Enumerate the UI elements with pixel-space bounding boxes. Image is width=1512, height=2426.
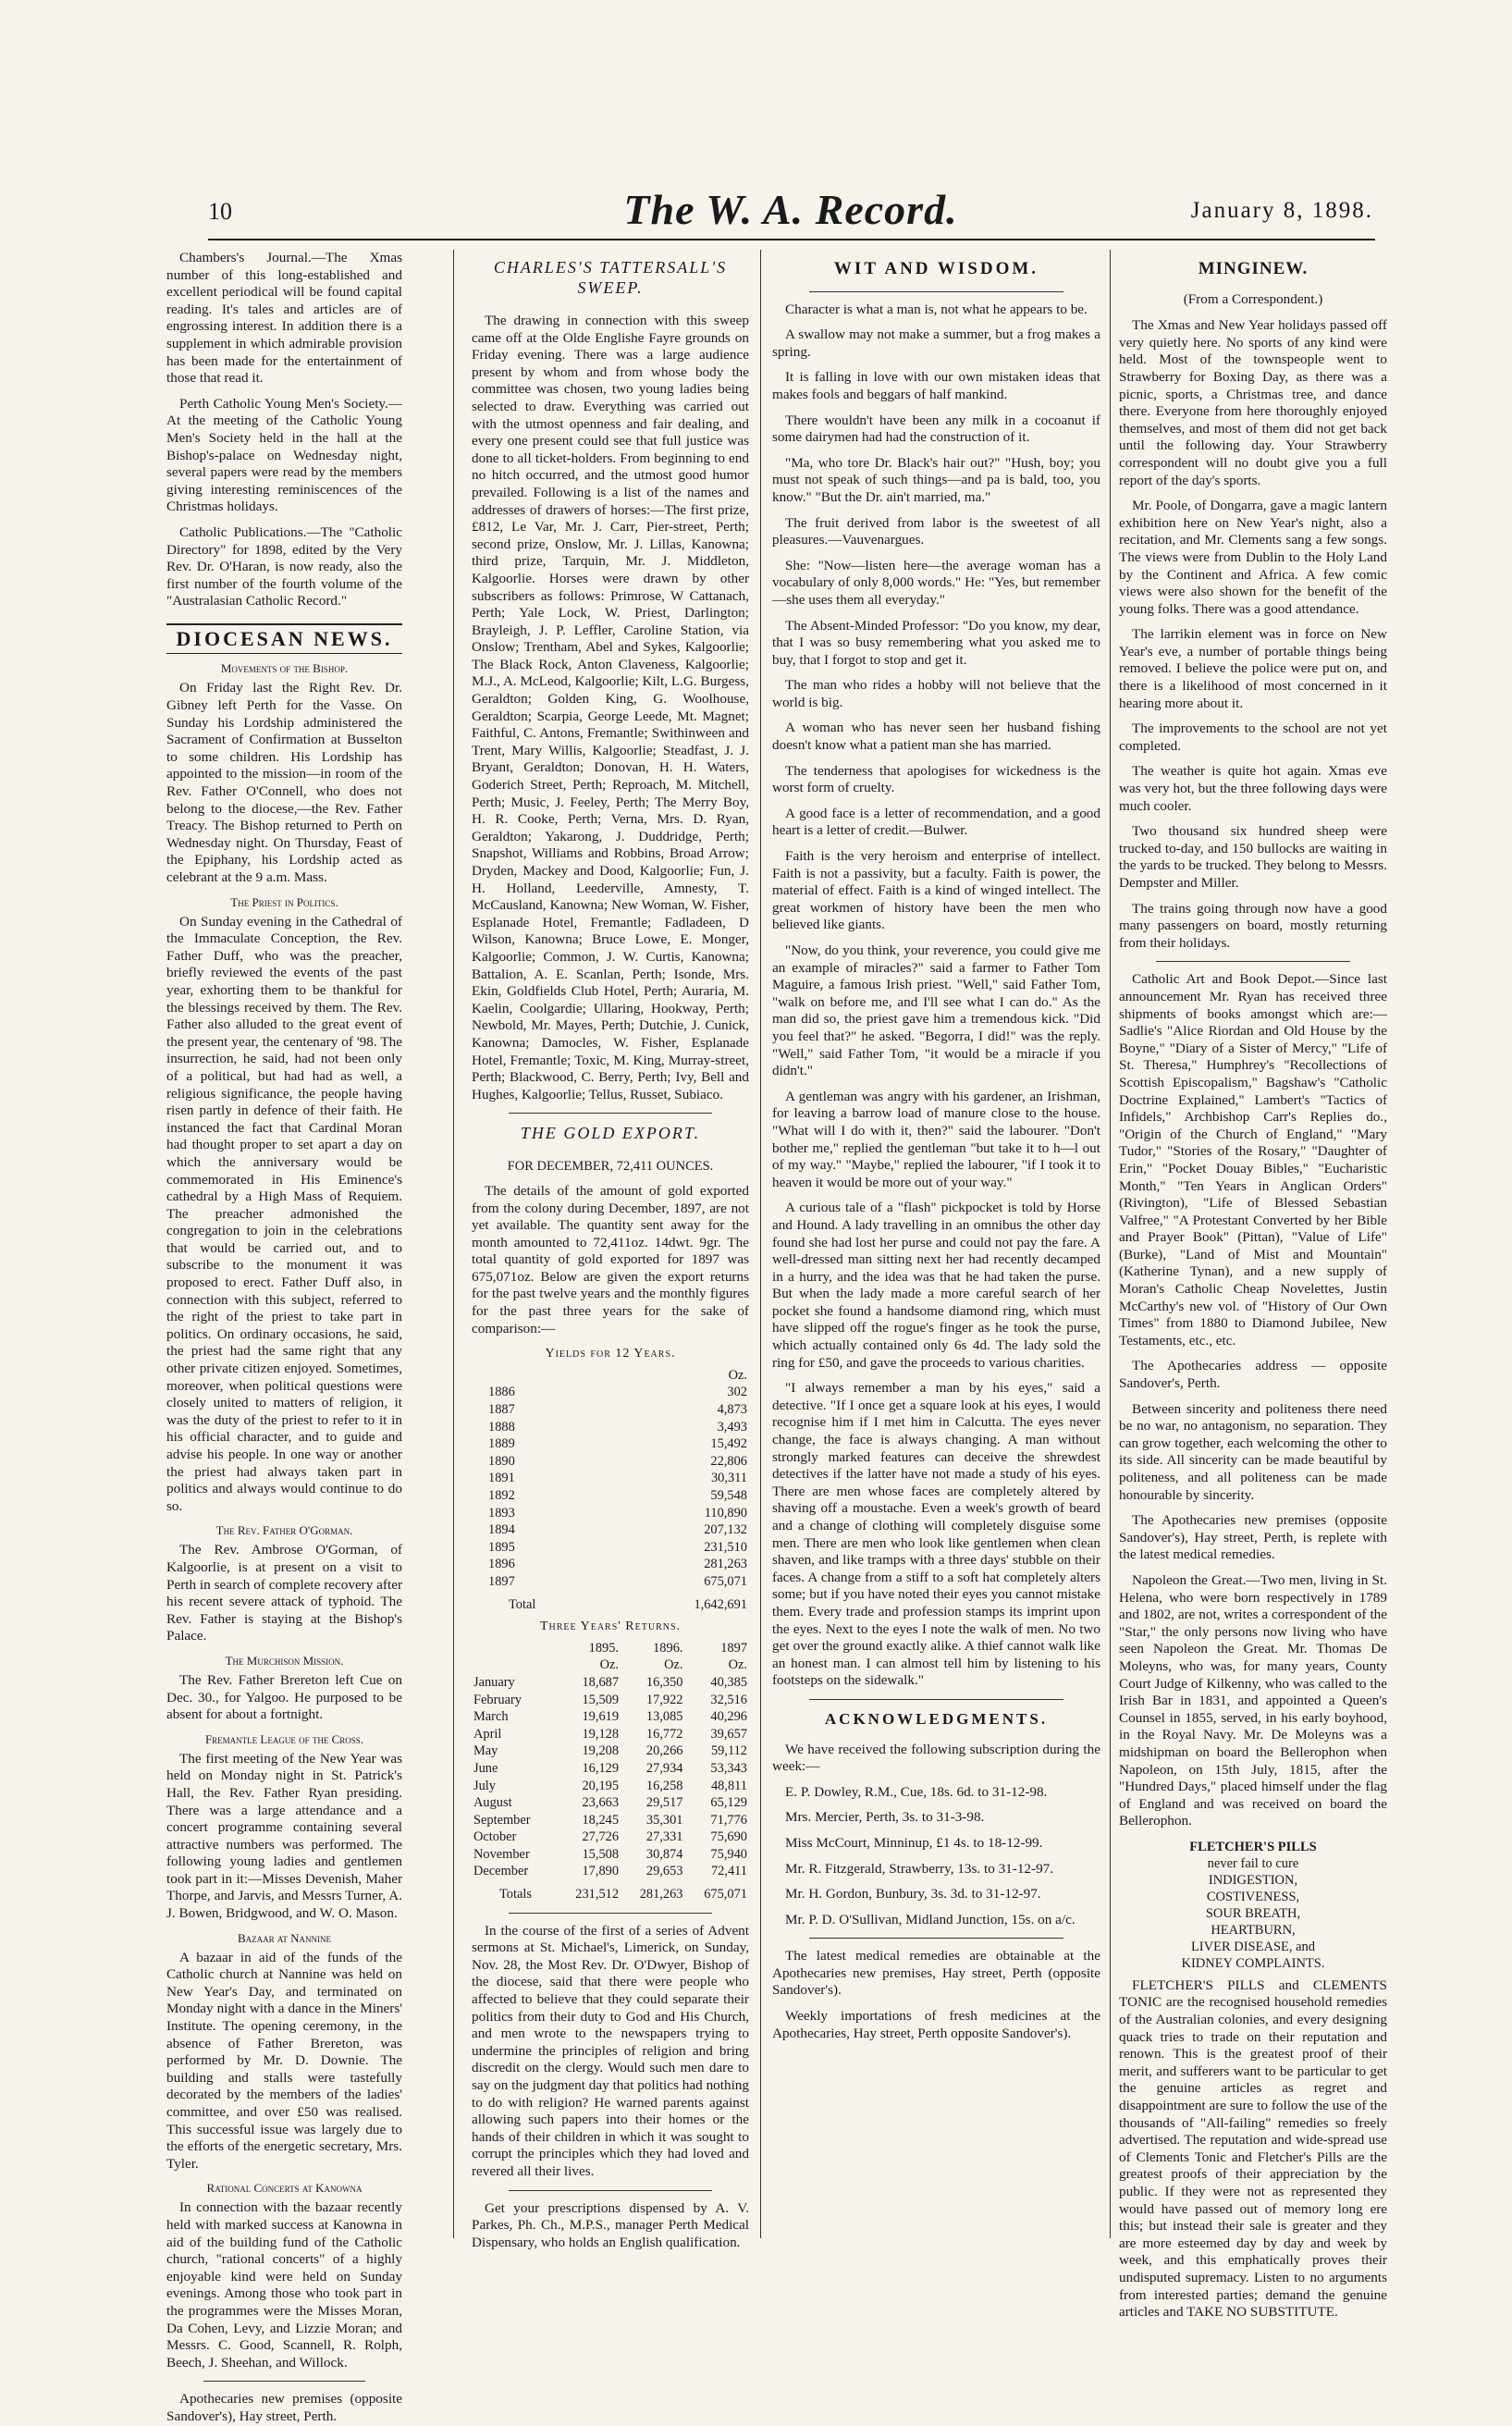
acknowledgments-heading: ACKNOWLEDGMENTS. — [824, 1709, 1049, 1728]
table-row: 1892 59,548 — [488, 1488, 747, 1503]
wit-wisdom-heading: WIT AND WISDOM. — [833, 259, 1039, 278]
wit-item: It is falling in love with our own mistaken ideas that makes fools and beggars of half mankind. — [772, 369, 1100, 402]
pills-line: LIVER DISEASE, and — [1190, 1939, 1316, 1954]
weekly-importations-para: Weekly importations of fresh medicines at the Apothecaries, Hay street, Perth opposite Sandover's). — [772, 2008, 1100, 2041]
table-row: 1897 675,071 — [488, 1573, 747, 1589]
wit-item: There wouldn't have been any milk in a cocoanut if some dairymen had had the construction of it. — [772, 412, 1100, 446]
table-row: August 23,663 29,517 65,129 — [473, 1795, 747, 1811]
wit-item: She: "Now—listen here—the average woman has a vocabulary of only 8,000 words." He: "Yes, but remember—she uses them all everyday." — [772, 557, 1100, 608]
catholic-publications-para: Catholic Publications.—The "Catholic Directory" for 1898, edited by the Very Rev. Dr. O'Haran, is now ready, also the first number of the fourth volume of the "Australasian Catholic Record." — [166, 523, 402, 610]
apothecaries-address-para: The Apothecaries address — opposite Sandover's, Perth. — [1119, 1358, 1387, 1392]
mingenew-para: The weather is quite hot again. Xmas eve was very hot, but the three following days were much cooler. — [1119, 763, 1387, 814]
napoleon-para: Napoleon the Great.—Two men, living in St. Helena, who were born respectively in 1789 and 1802, are not, writes a correspondent of the "Star," the only persons now living who have seen Napoleon the Great. Mr. Thomas De Moleyns, who was, for many years, County Court Judge of Kilkenny, who was called to the Irish Bar in 1831, and appointed a Queen's Counsel in 1855, served, in his early boyhood, in the Royal Navy. Mr. De Moleyns was a midshipman on board the Bellerophon when Napoleon, on 15th July, 1815, after the "Hundred Days," placed himself under the flag of England and was received on board the Bellerophon. — [1119, 1571, 1387, 1829]
wit-item: "I always remember a man by his eyes," said a detective. "If I once get a square look at his eyes, I would recognise him if I met him in Calcutta. The eyes never change, the face is always changing. A man without strongly marked features can deceive the shrewdest detectives if the latter have not made a study of his eyes. There are men whose faces are completely altered by shaving off a moustache. Even a week's growth of beard and a change of clothing will completely disguise some men. There are men who look like gentlemen when clean shaven, and like tramps with a three days' stubble on their faces. A change from a stiff to a soft hat completely alters some; but if you have noted their eyes you cannot mistake them. Every trade and profession stamps its imprint upon the eyes. Next to the eyes I note the walk of men. No two get over the ground exactly alike. A thief cannot walk like an honest man. I can almost tell him by listening to his footsteps on the sidewalk." — [772, 1380, 1100, 1689]
sidehead-movements: Movements of the Bishop. — [220, 661, 349, 676]
ack-item: Mr. R. Fitzgerald, Strawberry, 13s. to 31-12-97. — [785, 1860, 1054, 1877]
mingenew-para: The improvements to the school are not yet completed. — [1119, 720, 1387, 754]
advent-sermon-para: In the course of the first of a series of Advent sermons at St. Michael's, Limerick, on Sunday, Nov. 28, the Most Rev. Dr. O'Dwyer, Bishop of the diocese, said that there were people who affected to believe that they could separate their politics from their duty to God and His Church, and men wrote to the newspapers trying to undermine the principles of religion and bring discredit on the clergy. Would such men dare to say on the judgment day that politics had nothing to do with religion? He warned parents against allowing such papers into their homes or the hands of their children in which it was sought to corrupt the principles which they had loved and revered all their lives. — [472, 1922, 749, 2179]
gold-para: The details of the amount of gold exported from the colony during December, 1897, are not yet available. The quantity sent away for the month amounted to 72,411oz. 14dwt. 9gr. The total quantity of gold exported for 1897 was 675,071oz. Below are given the export returns for the past twelve years and the monthly figures for the past three years for the sake of comparison:— — [472, 1182, 749, 1336]
pills-line: never fail to cure — [1207, 1855, 1299, 1871]
wit-item: Faith is the very heroism and enterprise of intellect. Faith is not a passivity, but a faculty. Faith is power, the material of effect. Faith is a kind of winged intellect. The great workmen of history have been the men who believed like giants. — [772, 848, 1100, 933]
pills-title: FLETCHER'S PILLS — [1189, 1839, 1317, 1854]
table-row: December 17,890 29,653 72,411 — [473, 1864, 747, 1879]
sweep-para: The drawing in connection with this sweep came off at the Olde Englishe Fayre grounds on Friday evening. There was a large audience present by whom and from whose body the committee was chosen, two young ladies being selected to draw. Everything was carried out with the utmost openness and fair dealing, and every one present could see that full justice was done to all ticket-holders. From beginning to end no hitch occurred, and the utmost good humor prevailed. Following is a list of the names and addresses of drawers of horses:—The first prize, £812, Le Var, Mr. J. Carr, Pier-street, Perth; second prize, Onslow, Mr. J. Lillas, Kanowna; third prize, Tarquin, Mr. J. Middleton, Kalgoorlie. Horses were drawn by other subscribers as follows: Primrose, W Cattanach, Perth; Yale Lock, W. Priest, Darlington; Brayleigh, J. P. Leffler, Caroline Station, via Onslow; Trentham, Abel and Sykes, Kalgoorlie; The Black Rock, Anton Claveness, Kalgoorlie; M.J., A. McLeod, Kalgoorlie; Kilt, L.G. Burgess, Geraldton; Golden King, G. Woolhouse, Geraldton; Scarpia, George Leede, Mt. Magnet; Faithful, C. Antons, Fremantle; Swithinween and Trent, Mary Willis, Kalgoorlie; Steadfast, J. J. Bryant, Geraldton; Donovan, H. H. Waters, Goderich Street, Perth; Reproach, M. Mitchell, Perth; Music, J. Feeley, Perth; The Merry Boy, H. R. Cooke, Perth; Verna, Mrs. D. Ryan, Geraldton; Yakarong, J. Duddridge, Perth; Snapshot, Williams and Robbins, Broad Arrow; Dryden, Mackey and Dood, Kalgoorlie; Fun, J. H. Holland, Leederville, Amnesty, T. McCausland, Kanowna; New Woman, W. Fisher, Esplanade Hotel, Fremantle; Fadladeen, D Wilson, Kanowna; Bruce Lowe, E. Monger, Kalgoorlie; Common, J. W. Curtis, Kanowna; Battalion, A. E. Scanlan, Perth; Isonde, Mrs. Ekin, Goldfields Club Hotel, Perth; Auraria, M. Kaelin, Coolgardie; Ullaring, Hookway, Perth; Newbold, Mr. Mayes, Perth; Dutchie, J. Cunick, Kanowna; Damocles, W. Fisher, Esplanade Hotel, Fremantle; Toxic, M. King, Murray-street, Perth; Blackwood, C. Berry, Perth; Ivy, Bell and Hughes, Kalgoorlie; Tellus, Russet, Subiaco. — [472, 313, 749, 1102]
ack-item: Mr. H. Gordon, Bunbury, 3s. 3d. to 31-12-97. — [785, 1886, 1041, 1903]
wit-item: "Ma, who tore Dr. Black's hair out?" "Hush, boy; you must not speak of such things—and pa is bald, too, you know." "But the Dr. ain't married, ma." — [772, 454, 1100, 505]
ack-item: Miss McCourt, Minninup, £1 4s. to 18-12-99. — [785, 1834, 1043, 1851]
wit-item: A gentleman was angry with his gardener, an Irishman, for leaving a barrow load of manure close to the house. "What will I do with it, then?" said the labourer. "Don't bother me," replied the gentleman "but take it to h—l out of my way." "Maybe," replied the labourer, "if I took it to heaven it would be more out of your way." — [772, 1088, 1100, 1190]
table-row: 1894 207,132 — [488, 1522, 747, 1538]
remedies-para: The latest medical remedies are obtainable at the Apothecaries new premises, Hay street, Perth (opposite Sandover's). — [772, 1948, 1100, 1999]
divider — [809, 291, 1063, 292]
divider — [203, 2381, 365, 2382]
yields-table — [472, 1367, 749, 1613]
pills-para: FLETCHER'S PILLS and CLEMENTS TONIC are the recognised household remedies of the Australian colonies, and every designing quack tries to trade on their reputation and renown. This is the greatest proof of their merit, and sufferers want to be particular to get the genuine articles as regret and disappointment are sure to follow the use of the thousands of "All-failing" remedies so freely advertised. The reputation and wide-spread use of Clements Tonic and Fletcher's Pills are the greatest proofs of their appreciation by the public. If they were not as represented they would have passed out of memory long ere this; but instead their sale is greater and they are more esteemed day by day and week by week, and this emphatically proves their undisputed supremacy. Listen to no arguments from interested parties; demand the genuine articles and TAKE NO SUBSTITUTE. — [1119, 1977, 1387, 2321]
wit-item: A woman who has never seen her husband fishing doesn't know what a patient man she has married. — [772, 720, 1100, 754]
mingenew-para: The trains going through now have a good many passengers on board, mostly returning from their holidays. — [1119, 900, 1387, 951]
pills-line: KIDNEY COMPLAINTS. — [1181, 1955, 1325, 1971]
page-header — [208, 185, 1373, 231]
divider — [809, 1699, 1063, 1700]
murchison-para: The Rev. Father Brereton left Cue on Dec. 30., for Yalgoo. He purposed to be absent for about a fortnight. — [166, 1671, 402, 1723]
table-row: 1886 302 — [488, 1385, 747, 1400]
apothecaries-ad: Apothecaries new premises (opposite Sandover's), Hay street, Perth. — [166, 2391, 402, 2424]
sweep-heading: CHARLES'S TATTERSALL'S SWEEP. — [493, 258, 728, 297]
wit-item: The Absent-Minded Professor: "Do you know, my dear, that I was so busy remembering what you asked me to buy, that I forgot to stop and get it. — [772, 617, 1100, 668]
table-row: 1893 110,890 — [488, 1505, 747, 1521]
priest-politics-para: On Sunday evening in the Cathedral of the Immaculate Conception, the Rev. Father Duff, who was the preacher, briefly reviewed the events of the past year, exhorting them to be thankful for the blessings received by them. The Rev. Father also alluded to the great event of the present year, the centenary of '98. The insurrection, he said, had not been only of a political, but had had as well, a religious significance, the people having risen partly in defence of their faith. He instanced the fact that Cardinal Moran had thought proper to set apart a day on which the anniversary would be commemorated in His Eminence's cathedral by a High Mass of Requiem. The preacher admonished the congregation to join in the celebrations that would be carried out, and to subscribe to the monument it was proposed to erect. Father Duff also, in connection with this subject, referred to the right of the priest to take part in politics. On ordinary occasions, he said, the priest had the same right that any other private citizen enjoyed. Sometimes, moreover, when political questions were closely united to matters of religion, it was the duty of the priest to refer to it in his official character, and to guide and advise his people. In one way or another the priest had always taken part in politics and always would continue to do so. — [166, 913, 402, 1514]
divider — [509, 1113, 712, 1114]
table-row: 1896 281,263 — [488, 1557, 747, 1572]
sidehead-murchison: The Murchison Mission. — [225, 1653, 344, 1668]
mingenew-para: Two thousand six hundred sheep were trucked to-day, and 150 bullocks are waiting in the yards to be trucked. They belong to Messrs. Dempster and Miller. — [1119, 823, 1387, 891]
divider — [809, 1938, 1063, 1939]
ack-item: Mr. P. D. O'Sullivan, Midland Junction, 15s. on a/c. — [785, 1911, 1076, 1927]
divider — [509, 2190, 712, 2191]
fremantle-para: The first meeting of the New Year was held on Monday night in St. Patrick's Hall, the Rev. Father Ryan presiding. There was a large attendance and a concert programme containing several attractive numbers was performed. The following young ladies and gentlemen took part in it:—Misses Devenish, Maher Thorpe, and Jarvis, and Messrs Turner, A. J. Bowen, Bridgwood, and W. O. Mason. — [166, 1750, 402, 1922]
movements-para: On Friday last the Right Rev. Dr. Gibney left Perth for the Vasse. On Sunday his Lordship administered the Sacrament of Confirmation at Busselton to some children. His Lordship has appointed to the mission—in room of the Rev. Father O'Connell, who does not belong to the diocese,—the Rev. Father Treacy. The Bishop returned to Perth on Wednesday night. On Thursday, Feast of the Epiphany, his Lordship acted as celebrant at the 9 a.m. Mass. — [166, 680, 402, 885]
ack-item: E. P. Dowley, R.M., Cue, 18s. 6d. to 31-12-98. — [785, 1783, 1048, 1800]
mingenew-para: Mr. Poole, of Dongarra, gave a magic lantern exhibition here on New Year's night, also a recitation, and Mr. Clements sang a few songs. The views were from Dublin to the Holy Land by the Continent and Africa. A few comic views were also shown for the benefit of the young folks. There was a good attendance. — [1119, 498, 1387, 617]
table-row: September 18,245 35,301 71,776 — [473, 1812, 747, 1828]
gold-export-heading: THE GOLD EXPORT. — [520, 1124, 701, 1143]
returns-table: 1895. 1896. 1897 Oz. Oz. Oz. January 18,687 16,350 40,385 February 15,509 17,922 32,516 March 19,619 13,085 40,296 April 19,128 16,772 39,657 May 19,208 20,266 59,112 June 16,129 27,934 53,343 July 20,195 16,258 48,811 August 23,663 29,517 65,129 September 18,245 35,301 71,776 October 27,726 27,331 75,690 November 15,508 30,874 75,940 December 17,890 29,653 72,411 Totals 231,512 281,263 675,071 — [473, 1640, 747, 1903]
masthead: The W. A. Record. — [623, 186, 958, 233]
table-row: February 15,509 17,922 32,516 — [473, 1692, 747, 1707]
column-1 — [166, 250, 402, 2424]
correspondent-note: (From a Correspondent.) — [1183, 290, 1323, 307]
gold-subheading: FOR DECEMBER, 72,411 OUNCES. — [507, 1159, 714, 1175]
wit-item: The man who rides a hobby will not believe that the world is big. — [772, 677, 1100, 710]
pills-line: INDIGESTION, — [1208, 1872, 1298, 1888]
ogorman-para: The Rev. Ambrose O'Gorman, of Kalgoorlie, is at present on a visit to Perth in search of complete recovery after his recent severe attack of typhoid. The Rev. Father is staying at the Bishop's Palace. — [166, 1542, 402, 1644]
page-number: 10 — [208, 198, 232, 225]
table-row: June 16,129 27,934 53,343 — [473, 1760, 747, 1776]
mingenew-heading: MINGINEW. — [1198, 259, 1309, 278]
yields-heading: Yields for 12 Years. — [545, 1347, 676, 1361]
wit-item: A swallow may not make a summer, but a frog makes a spring. — [772, 326, 1100, 360]
nannine-para: A bazaar in aid of the funds of the Catholic church at Nannine was held on New Year's Day, and terminated on Monday night with a dance in the Miners' Institute. The opening ceremony, in the absence of Father Brereton, was performed by Mr. D. Downie. The building and stalls were tastefully decorated by the members of the ladies' committee, and over £50 was realised. This successful issue was largely due to the efforts of the energetic secretary, Mrs. Tyler. — [166, 1949, 402, 2172]
sincerity-para: Between sincerity and politeness there need be no war, no antagonism, no separation. They can grow together, each welcoming the other to its side. All sincerity can be made beautiful by politeness, and all politeness can be made honourable by sincerity. — [1119, 1400, 1387, 1503]
wit-item: A good face is a letter of recommendation, and a good heart is a letter of credit.—Bulwer. — [772, 805, 1100, 839]
sidehead-priest-politics: The Priest in Politics. — [230, 894, 338, 909]
column-2 — [472, 250, 749, 2250]
column-4 — [1119, 250, 1387, 2321]
wit-item: Character is what a man is, not what he appears to be. — [785, 301, 1088, 317]
table-row: October 27,726 27,331 75,690 — [473, 1829, 747, 1845]
premises-para: The Apothecaries new premises (opposite Sandover's), Hay street, Perth, is replete with the latest medical remedies. — [1119, 1512, 1387, 1563]
mingenew-para: The larrikin element was in force on New Year's eve, a number of portable things being removed. I believe the police were put on, and there is a likelihood of most concerned in it hearing more about it. — [1119, 626, 1387, 711]
table-row: July 20,195 16,258 48,811 — [473, 1778, 747, 1793]
table-row: November 15,508 30,874 75,940 — [473, 1846, 747, 1862]
sidehead-nannine: Bazaar at Nannine — [237, 1930, 332, 1945]
table-row: May 19,208 20,266 59,112 — [473, 1743, 747, 1759]
table-row: March 19,619 13,085 40,296 — [473, 1709, 747, 1725]
issue-date: January 8, 1898. — [1190, 198, 1373, 223]
sidehead-kanowna: Rational Concerts at Kanowna — [206, 2181, 363, 2196]
table-row: 1887 4,873 — [488, 1402, 747, 1418]
yields-unit: Oz. — [728, 1367, 747, 1383]
pills-line: SOUR BREATH, — [1205, 1905, 1301, 1921]
header-rule — [208, 239, 1375, 240]
diocesan-news-heading: DIOCESAN NEWS. — [166, 623, 402, 655]
column-3 — [772, 250, 1100, 2238]
table-row: January 18,687 16,350 40,385 — [473, 1674, 747, 1690]
table-row: 1889 15,492 — [488, 1436, 747, 1452]
ack-intro: We have received the following subscription during the week:— — [772, 1741, 1100, 1775]
table-row: 1891 30,311 — [488, 1471, 747, 1486]
divider — [1156, 961, 1350, 962]
table-row: Totals 231,512 281,263 675,071 — [499, 1887, 747, 1903]
table-row: 1895 231,510 — [488, 1539, 747, 1555]
wit-item: "Now, do you think, your reverence, you could give me an example of miracles?" said a farmer to Father Tom Maguire, a famous Irish priest. "Well," said Father Tom, "walk on before me, and I'll see what I can do." As the man did so, the priest gave him a tremendous kick. "Did you feel that?" he asked. "Begorra, I did!" was the reply. "Well," said Father Tom, "it would be a miracle if you didn't." — [772, 942, 1100, 1079]
young-mens-society-para: Perth Catholic Young Men's Society.—At the meeting of the Catholic Young Men's Society held in the hall at the Bishop's-palace on Wednesday night, several papers were read by the members giving interesting reminiscences of the Christmas holidays. — [166, 395, 402, 515]
table-row: 1888 3,493 — [488, 1419, 747, 1435]
returns-heading: Three Years' Returns. — [539, 1619, 682, 1634]
pills-line: HEARTBURN, — [1211, 1922, 1296, 1938]
wit-item: The fruit derived from labor is the sweetest of all pleasures.—Vauvenargues. — [772, 514, 1100, 548]
ack-item: Mrs. Mercier, Perth, 3s. to 31-3-98. — [785, 1809, 985, 1826]
column-divider — [1110, 250, 1111, 2238]
pills-line: COSTIVENESS, — [1206, 1889, 1300, 1904]
wit-item: A curious tale of a "flash" pickpocket is told by Horse and Hound. A lady travelling in an omnibus the other day found she had lost her purse and could not pay the fare. A well-dressed man sitting next her had recently decamped in a hurry, and the idea was that he had taken the purse. But when the lady made a more careful search of her pocket she found a handsome diamond ring, which must have slipped off the rogue's finger as he took the purse, which actually contained only 6s 4d. The lady sold the ring for £50, and gave the proceeds to various charities. — [772, 1200, 1100, 1371]
book-depot-para: Catholic Art and Book Depot.—Since last announcement Mr. Ryan has received three shipments of books amongst which are:—Sadlie's "Alice Riordan and Old House by the Boyne," "Diary of a Sister of Mercy," "Life of St. Theresa," Humphrey's "Recollections of Scottish Episcopalism," Bagshaw's "Catholic Doctrine Explained," Lambert's "Tactics of Infidels," Archbishop Carr's Replies do., "Origin of the Church of England," "Mary Tudor," "Stories of the Rosary," "Daughter of Erin," "Pocket Douay Bibles," "Eucharistic Month," "Ten Years in Anglican Orders" (Rivington), "Life of Blessed Sebastian Valfree," "A Protestant Converted by her Bible and Prayer Book" (Pittan), "Value of Life" (Burke), "Land of Mist and Mountain" (Katherine Tynan), and a new supply of Moran's Catholic Cheap Novelettes, Justin McCarthy's new vol. of "History of Our Own Times" from 1880 to Diamond Jubilee, New Testaments, etc., etc. — [1119, 971, 1387, 1348]
prescriptions-para: Get your prescriptions dispensed by A. V. Parkes, Ph. Ch., M.P.S., manager Perth Medical Dispensary, who holds an English qualification. — [472, 2199, 749, 2250]
divider — [509, 1913, 712, 1914]
table-row: Total 1,642,691 — [509, 1596, 747, 1612]
wit-item: The tenderness that apologises for wickedness is the worst form of cruelty. — [772, 762, 1100, 796]
kanowna-para: In connection with the bazaar recently held with marked success at Kanowna in aid of the building fund of the Catholic church, "rational concerts" of a highly enjoyable kind were held on Sunday evenings. Among those who took part in the programmes were the Misses Moran, Da Cohen, Levy, and Lizzie Moran; and Messrs. C. Good, Scannell, R. Rolph, Beech, J. Sheehan, and Willock. — [166, 2199, 402, 2371]
mingenew-para: The Xmas and New Year holidays passed off very quietly here. No sports of any kind were held. Most of the townspeople went to Strawberry for Boxing Day, as there was a picnic, sports, a Christmas tree, and dance there. Everyone from here thoroughly enjoyed themselves, and most of them did not get back until the following day. Your Strawberry correspondent will no doubt give you a full report of the day's sports. — [1119, 317, 1387, 488]
column-divider — [453, 250, 454, 2238]
column-divider — [760, 250, 761, 2238]
sidehead-ogorman: The Rev. Father O'Gorman. — [215, 1523, 353, 1538]
pills-advertisement — [1119, 1839, 1387, 1972]
table-row: April 19,128 16,772 39,657 — [473, 1726, 747, 1742]
table-row: 1890 22,806 — [488, 1453, 747, 1469]
chambers-journal-para: Chambers's Journal.—The Xmas number of this long-established and excellent periodical will be found capital reading. It's tales and articles are of engrossing interest. In addition there is a supplement in which admirable provision has been made for the entertainment of those that read it. — [166, 250, 402, 387]
sidehead-fremantle: Fremantle League of the Cross. — [204, 1731, 364, 1746]
